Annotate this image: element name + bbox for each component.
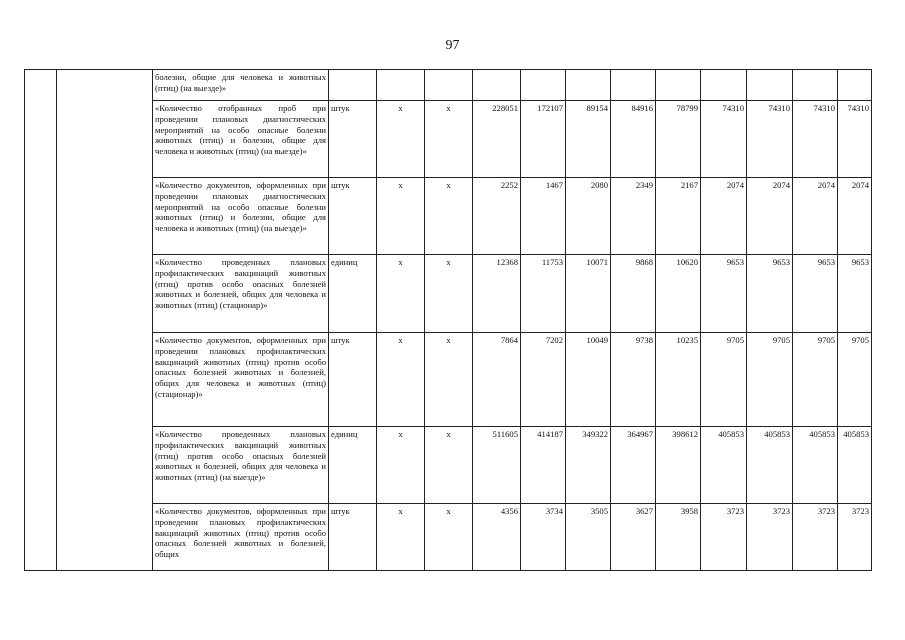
mark-cell: х [425,101,473,178]
mark-cell [377,70,425,101]
unit-cell: единиц [329,255,377,333]
value-cell: 3734 [521,504,566,571]
value-cell: 7864 [473,333,521,427]
table-row [25,101,872,178]
value-cell: 349322 [566,427,611,504]
value-cell: 10620 [656,255,701,333]
table-row [25,333,872,427]
value-cell: 405853 [747,427,793,504]
value-cell: 2080 [566,178,611,255]
value-cell: 74310 [747,101,793,178]
value-cell: 2074 [747,178,793,255]
value-cell: 9653 [747,255,793,333]
value-cell: 84916 [611,101,656,178]
mark-cell [425,70,473,101]
value-cell [656,70,701,101]
program-column-cell [57,70,153,571]
value-cell: 2349 [611,178,656,255]
value-cell: 9705 [747,333,793,427]
value-cell [521,70,566,101]
value-cell: 2252 [473,178,521,255]
value-cell [701,70,747,101]
value-cell: 9705 [838,333,872,427]
mark-cell: х [425,504,473,571]
value-cell [611,70,656,101]
value-cell: 414187 [521,427,566,504]
indicator-description: «Количество отобранных проб при проведении плановых диагностических мероприятий на особо опасные болезни животных (птиц) и болезни, общие для человека и животных (птиц) (на выезде)» [153,101,329,178]
value-cell: 9653 [701,255,747,333]
value-cell [473,70,521,101]
value-cell: 3723 [793,504,838,571]
value-cell [838,70,872,101]
mark-cell: х [425,333,473,427]
value-cell [747,70,793,101]
value-cell: 3627 [611,504,656,571]
value-cell: 4356 [473,504,521,571]
indicator-description: «Количество проведенных плановых профилактических вакцинаций животных (птиц) против особо опасных болезней животных и болезней, общих для человека и животных (птиц) (на выезде)» [153,427,329,504]
value-cell: 7202 [521,333,566,427]
value-cell: 9705 [793,333,838,427]
value-cell [566,70,611,101]
value-cell: 9705 [701,333,747,427]
indicator-description: болезни, общие для человека и животных (птиц) (на выезде)» [153,70,329,101]
value-cell: 10071 [566,255,611,333]
value-cell: 405853 [701,427,747,504]
mark-cell: х [377,255,425,333]
mark-cell: х [377,504,425,571]
value-cell: 2074 [838,178,872,255]
value-cell: 172107 [521,101,566,178]
value-cell: 511605 [473,427,521,504]
mark-cell: х [425,178,473,255]
value-cell: 3723 [701,504,747,571]
value-cell: 405853 [838,427,872,504]
value-cell: 9653 [838,255,872,333]
page-number: 97 [445,38,460,53]
value-cell: 405853 [793,427,838,504]
unit-cell: штук [329,333,377,427]
indicator-description: «Количество документов, оформленных при проведении плановых профилактических вакцинаций животных (птиц) против особо опасных болезней животных и болезней, общих для человека и животных (птиц) (стационар)» [153,333,329,427]
value-cell: 3958 [656,504,701,571]
value-cell: 12368 [473,255,521,333]
value-cell: 3723 [747,504,793,571]
table-row [25,255,872,333]
table-row [25,70,872,101]
index-column-cell [25,70,57,571]
unit-cell: штук [329,101,377,178]
value-cell [793,70,838,101]
value-cell: 3723 [838,504,872,571]
table-body [25,70,872,571]
mark-cell: х [425,255,473,333]
value-cell: 11753 [521,255,566,333]
value-cell: 74310 [701,101,747,178]
indicator-description: «Количество документов, оформленных при проведении плановых диагностических мероприятий на особо опасные болезни животных (птиц) и болезни, общие для человека и животных (птиц) (на выезде)» [153,178,329,255]
value-cell: 9738 [611,333,656,427]
value-cell: 228051 [473,101,521,178]
mark-cell: х [377,178,425,255]
unit-cell: штук [329,504,377,571]
mark-cell: х [377,333,425,427]
value-cell: 10235 [656,333,701,427]
table-row [25,178,872,255]
data-table [24,69,872,571]
value-cell: 2074 [793,178,838,255]
unit-cell: штук [329,178,377,255]
value-cell: 364967 [611,427,656,504]
value-cell: 78799 [656,101,701,178]
mark-cell: х [377,101,425,178]
value-cell: 10049 [566,333,611,427]
mark-cell: х [425,427,473,504]
value-cell: 9653 [793,255,838,333]
value-cell: 1467 [521,178,566,255]
value-cell: 9868 [611,255,656,333]
table-row [25,504,872,571]
value-cell: 89154 [566,101,611,178]
unit-cell: единиц [329,427,377,504]
value-cell: 74310 [793,101,838,178]
value-cell: 398612 [656,427,701,504]
table-row [25,427,872,504]
indicator-description: «Количество документов, оформленных при проведении плановых профилактических вакцинаций животных (птиц) против особо опасных болезней животных и болезней, общих [153,504,329,571]
value-cell: 2074 [701,178,747,255]
value-cell: 3505 [566,504,611,571]
value-cell: 74310 [838,101,872,178]
unit-cell [329,70,377,101]
mark-cell: х [377,427,425,504]
indicator-description: «Количество проведенных плановых профилактических вакцинаций животных (птиц) против особо опасных болезней животных и болезней, общих для человека и животных (птиц) (стационар)» [153,255,329,333]
value-cell: 2167 [656,178,701,255]
